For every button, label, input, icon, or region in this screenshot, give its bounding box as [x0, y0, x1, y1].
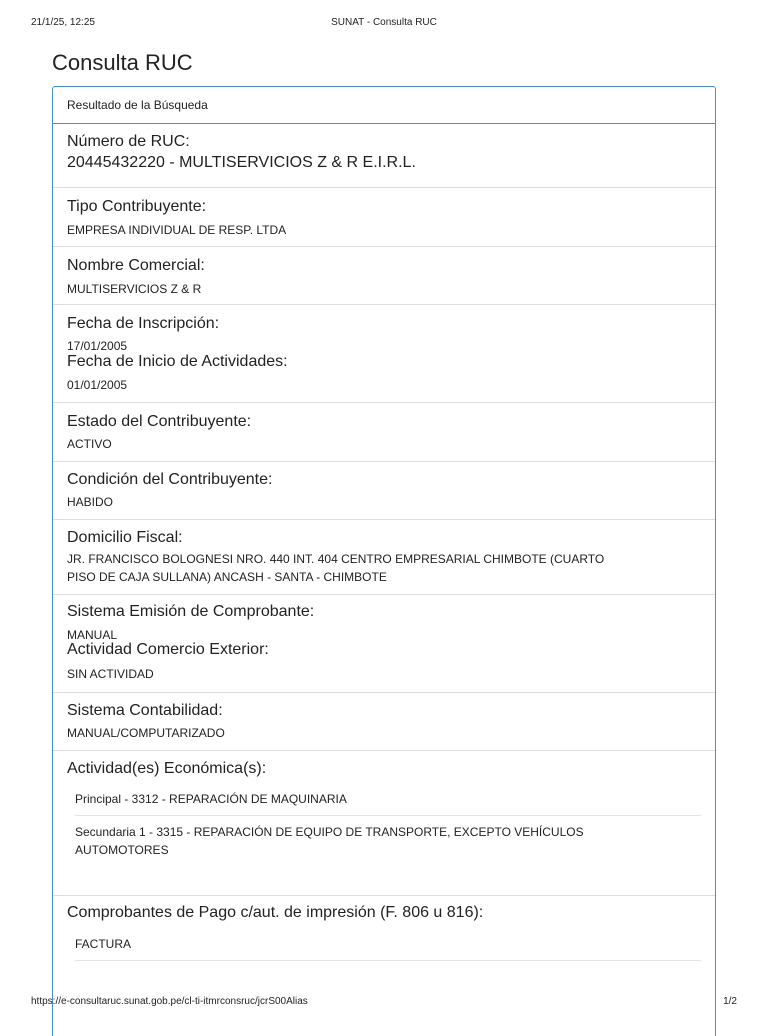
tipo-contribuyente-label: Tipo Contribuyente: [67, 198, 207, 215]
print-datetime: 21/1/25, 12:25 [31, 17, 95, 28]
contabilidad-row [53, 693, 715, 751]
page-title: Consulta RUC [52, 50, 193, 75]
nombre-comercial-value: MULTISERVICIOS Z & R [67, 282, 202, 296]
fecha-inscripcion-label: Fecha de Inscripción: [67, 315, 220, 332]
estado-label: Estado del Contribuyente: [67, 413, 252, 430]
emision-row [53, 595, 715, 693]
condicion-label: Condición del Contribuyente: [67, 471, 273, 488]
panel-heading: Resultado de la Búsqueda [53, 87, 715, 124]
comercio-exterior-value: SIN ACTIVIDAD [67, 667, 154, 681]
domicilio-row [53, 520, 715, 595]
actividad-secundaria-line-2: AUTOMOTORES [75, 843, 169, 857]
nombre-comercial-label: Nombre Comercial: [67, 257, 205, 274]
print-header [31, 17, 737, 31]
print-document-title: SUNAT - Consulta RUC [331, 17, 437, 28]
actividades-row [53, 751, 715, 896]
condicion-value: HABIDO [67, 495, 114, 509]
actividad-principal: Principal - 3312 - REPARACIÓN DE MAQUINARIA [75, 792, 347, 806]
ruc-row [53, 124, 715, 188]
comercio-exterior-label: Actividad Comercio Exterior: [67, 641, 269, 658]
domicilio-line-1: JR. FRANCISCO BOLOGNESI NRO. 440 INT. 404 CENTRO EMPRESARIAL CHIMBOTE (CUARTO [67, 552, 605, 566]
domicilio-line-2: PISO DE CAJA SULLANA) ANCASH - SANTA - CHIMBOTE [67, 570, 387, 584]
nombre-comercial-row [53, 247, 715, 305]
ruc-label: Número de RUC: [67, 133, 190, 150]
domicilio-label: Domicilio Fiscal: [67, 529, 183, 546]
fechas-row [53, 305, 715, 403]
comprobantes-label: Comprobantes de Pago c/aut. de impresión (F. 806 u 816): [67, 904, 484, 921]
actividad-divider [75, 815, 701, 816]
fecha-inscripcion-value: 17/01/2005 [67, 339, 128, 353]
fecha-inicio-label: Fecha de Inicio de Actividades: [67, 353, 288, 370]
actividad-secundaria-line-1: Secundaria 1 - 3315 - REPARACIÓN DE EQUIPO DE TRANSPORTE, EXCEPTO VEHÍCULOS [75, 825, 584, 839]
page-number: 1/2 [723, 996, 737, 1007]
print-url: https://e-consultaruc.sunat.gob.pe/cl-ti-itmrconsruc/jcrS00Alias [31, 996, 308, 1007]
results-panel [52, 86, 716, 1036]
comprobante-item: FACTURA [75, 937, 132, 951]
estado-value: ACTIVO [67, 437, 112, 451]
fecha-inicio-value: 01/01/2005 [67, 378, 128, 392]
estado-row [53, 403, 715, 462]
contabilidad-value: MANUAL/COMPUTARIZADO [67, 726, 225, 740]
sistema-emision-value: MANUAL [67, 628, 118, 642]
ruc-value: 20445432220 - MULTISERVICIOS Z & R E.I.R.L. [67, 154, 416, 171]
tipo-contribuyente-row [53, 188, 715, 247]
tipo-contribuyente-value: EMPRESA INDIVIDUAL DE RESP. LTDA [67, 223, 287, 237]
condicion-row [53, 462, 715, 520]
comprobante-divider [75, 960, 701, 961]
actividades-label: Actividad(es) Económica(s): [67, 760, 267, 777]
print-footer [31, 996, 737, 1010]
contabilidad-label: Sistema Contabilidad: [67, 702, 223, 719]
sistema-emision-label: Sistema Emisión de Comprobante: [67, 603, 315, 620]
